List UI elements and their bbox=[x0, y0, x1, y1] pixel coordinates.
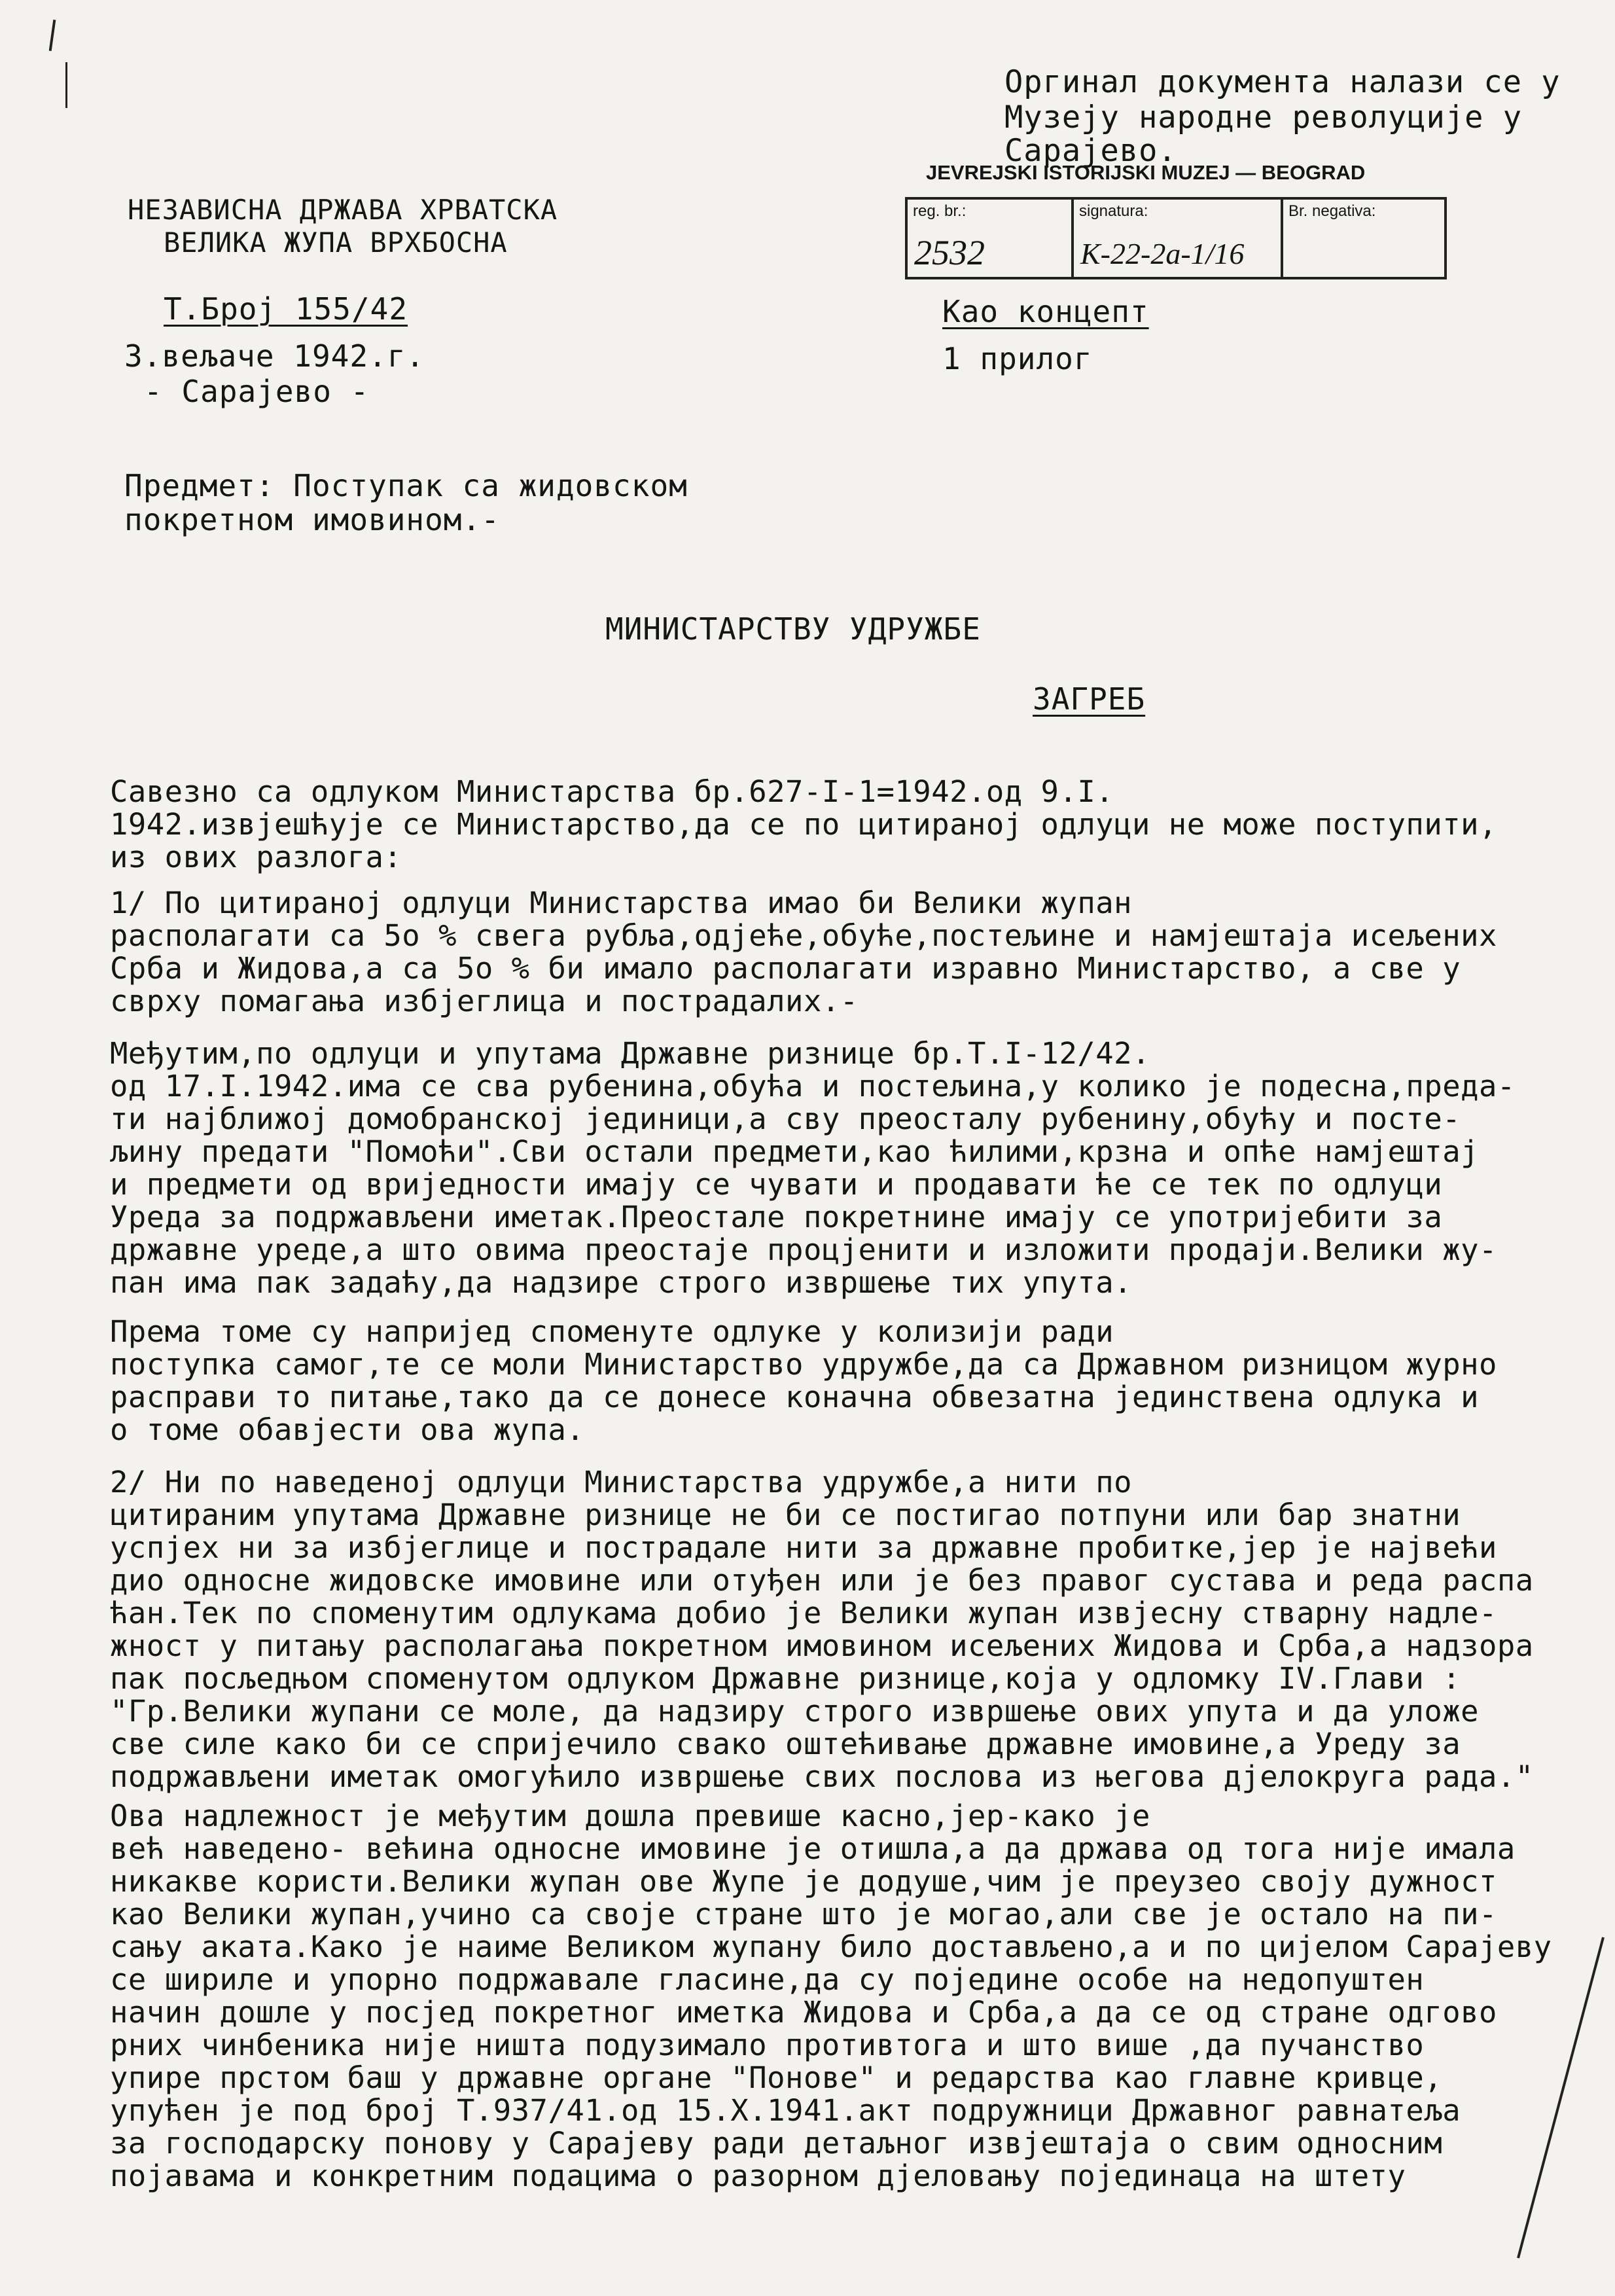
body-line: пак посљедњом споменутом одлуком Државне ризнице,која у одломку IV.Глави : bbox=[110, 1662, 1461, 1695]
body-line: сврху помагања избјеглица и пострадалих.- bbox=[110, 985, 859, 1018]
archive-note-line-3: Сарајево. bbox=[1004, 133, 1177, 169]
body-line: појавама и конкретним подацима о разорном дјеловању појединаца на штету bbox=[110, 2160, 1406, 2193]
document-city: - Сарајево - bbox=[144, 374, 370, 409]
body-line: као Велики жупан,учино са своје стране што је могао,али све је остало на пи- bbox=[110, 1898, 1497, 1931]
body-line: за господарску понову у Сарајеву ради детаљног извјештаја о свим односним bbox=[110, 2127, 1443, 2160]
body-line: поступка самог,те се моли Министарство удружбе,да са Државном ризницом журно bbox=[110, 1348, 1497, 1381]
body-line: упућен је под број Т.937/41.од 15.X.1941.акт подружници Државног равнатеља bbox=[110, 2094, 1461, 2127]
body-line: Уреда за подржављени иметак.Преостале покретнине имају се употријебити за bbox=[110, 1201, 1443, 1234]
stamp-reg-caption: reg. br.: bbox=[913, 202, 967, 220]
stamp-negative-cell bbox=[1283, 200, 1442, 277]
body-line: пан има пак задаћу,да надзире строго извршење тих упута. bbox=[110, 1266, 1133, 1299]
body-line: жност у питању располагања покретном имовином исељених Жидова и Срба,а надзора bbox=[110, 1630, 1534, 1662]
body-line: о томе обавјести ова жупа. bbox=[110, 1414, 585, 1446]
body-line: начин дошле у посјед покретног иметка Жидова и Срба,а да се од стране одгово bbox=[110, 1996, 1497, 2029]
copy-note: Као концепт bbox=[942, 294, 1149, 329]
body-line: 2/ Ни по наведеној одлуци Министарства удружбе,а нити по bbox=[110, 1466, 1133, 1499]
body-line: цитираним упутама Државне ризнице не би се постигао потпуни или бар знатни bbox=[110, 1499, 1461, 1532]
museum-stamp bbox=[905, 197, 1447, 279]
body-line: рних чинбеника није ништа подузимало противтога и што више ,да пучанство bbox=[110, 2029, 1425, 2062]
body-line: Међутим,по одлуци и упутама Државне ризнице бр.Т.I-12/42. bbox=[110, 1037, 1150, 1070]
body-line: се шириле и упорно подржавале гласине,да су поједине особе на недопуштен bbox=[110, 1964, 1425, 1996]
stamp-signature-value: K-22-2a-1/16 bbox=[1080, 237, 1245, 270]
body-line: 1/ По цитираној одлуци Министарства имао би Велики жупан bbox=[110, 887, 1133, 920]
body-line: упире прстом баш у државне органе "Понове" и редарства као главне кривце, bbox=[110, 2062, 1443, 2094]
stamp-reg-value: 2532 bbox=[914, 233, 985, 272]
body-line: Према томе су напријед споменуте одлуке у колизији ради bbox=[110, 1316, 1114, 1348]
body-line: расправи то питање,тако да се донесе коначна обвезатна јединствена одлука и bbox=[110, 1381, 1479, 1414]
body-line: успјех ни за избјеглице и пострадале нити за државне пробитке,јер је највећи bbox=[110, 1532, 1497, 1564]
stamp-signature-caption: signatura: bbox=[1079, 202, 1148, 220]
body-line: подржављени иметак омогућило извршење свих послова из његова дјелокруга рада." bbox=[110, 1761, 1534, 1793]
document-date: 3.вељаче 1942.г. bbox=[124, 338, 425, 374]
body-line: и предмети од вриједности имају се чувати и продавати ће се тек по одлуци bbox=[110, 1168, 1443, 1201]
reference-number: Т.Број 155/42 bbox=[164, 291, 408, 327]
stamp-negative-caption: Br. negativa: bbox=[1288, 202, 1376, 220]
body-line: дио односне жидовске имовине или отуђен или је без правог сустава и реда распа bbox=[110, 1564, 1534, 1597]
attachment-note: 1 прилог bbox=[942, 341, 1093, 376]
stamp-signature-cell bbox=[1074, 200, 1283, 277]
body-line: располагати са 5о % свега рубља,одјеће,обуће,постељине и намјештаја исељених bbox=[110, 920, 1497, 952]
recipient-name: МИНИСТАРСТВУ УДРУЖБЕ bbox=[605, 611, 981, 647]
body-line: сању аката.Како је наиме Великом жупану било достављено,а и по цијелом Сарајеву bbox=[110, 1931, 1552, 1964]
body-line: никакве користи.Велики жупан ове Жупе је додуше,чим је преузео своју дужност bbox=[110, 1865, 1497, 1898]
body-line: Ова надлежност је међутим дошла превише касно,јер-како је bbox=[110, 1800, 1150, 1833]
body-line: Срба и Жидова,а са 5о % би имало располагати изравно Министарство, а све у bbox=[110, 952, 1461, 985]
subject-line-2: покретном имовином.- bbox=[124, 502, 500, 537]
body-line: већ наведено- већина односне имовине је отишла,а да држава од тога није имала bbox=[110, 1833, 1516, 1865]
body-line: "Гр.Велики жупани се моле, да надзиру строго извршење ових упута и да уложе bbox=[110, 1695, 1479, 1728]
margin-mark bbox=[49, 20, 56, 51]
museum-stamp-label: JEVREJSKI ISTORIJSKI MUZEJ — BEOGRAD bbox=[926, 161, 1366, 184]
margin-pen-stroke bbox=[1505, 1931, 1610, 2271]
body-line: државне уреде,а што овима преостаје процјенити и изложити продаји.Велики жу- bbox=[110, 1234, 1497, 1266]
subject-line-1: Предмет: Поступак са жидовском bbox=[124, 468, 688, 503]
body-line: Савезно са одлуком Министарства бр.627-I-1=1942.од 9.I. bbox=[110, 776, 1114, 808]
body-line: све силе како би се спријечило свако оштећивање државне имовине,а Уреду за bbox=[110, 1728, 1461, 1761]
stamp-reg-cell bbox=[908, 200, 1074, 277]
body-line: из ових разлога: bbox=[110, 841, 402, 874]
body-line: ћан.Тек по споменутим одлукама добио је Велики жупан извјесну стварну надле- bbox=[110, 1597, 1497, 1630]
archive-note-line-2: Музеју народне револуције у bbox=[1004, 99, 1523, 135]
body-line: од 17.I.1942.има се сва рубенина,обућа и постељина,у колико је подесна,преда- bbox=[110, 1070, 1516, 1103]
body-line: љину предати "Помоћи".Сви остали предмети,као ћилими,крзна и опће намјештај bbox=[110, 1136, 1479, 1168]
body-line: 1942.извјешћује се Министарство,да се по цитираној одлуци не може поступити, bbox=[110, 808, 1497, 841]
body-line: ти најближој домобранској јединици,а сву преосталу рубенину,обућу и посте- bbox=[110, 1103, 1461, 1136]
recipient-city: ЗАГРЕБ bbox=[1033, 681, 1146, 717]
archive-note-line-1: Оргинал документа налази се у bbox=[1004, 64, 1561, 100]
margin-mark bbox=[65, 62, 67, 108]
district-name: ВЕЛИКА ЖУПА ВРХБОСНА bbox=[164, 226, 508, 259]
state-name: НЕЗАВИСНА ДРЖАВА ХРВАТСКА bbox=[128, 194, 558, 226]
